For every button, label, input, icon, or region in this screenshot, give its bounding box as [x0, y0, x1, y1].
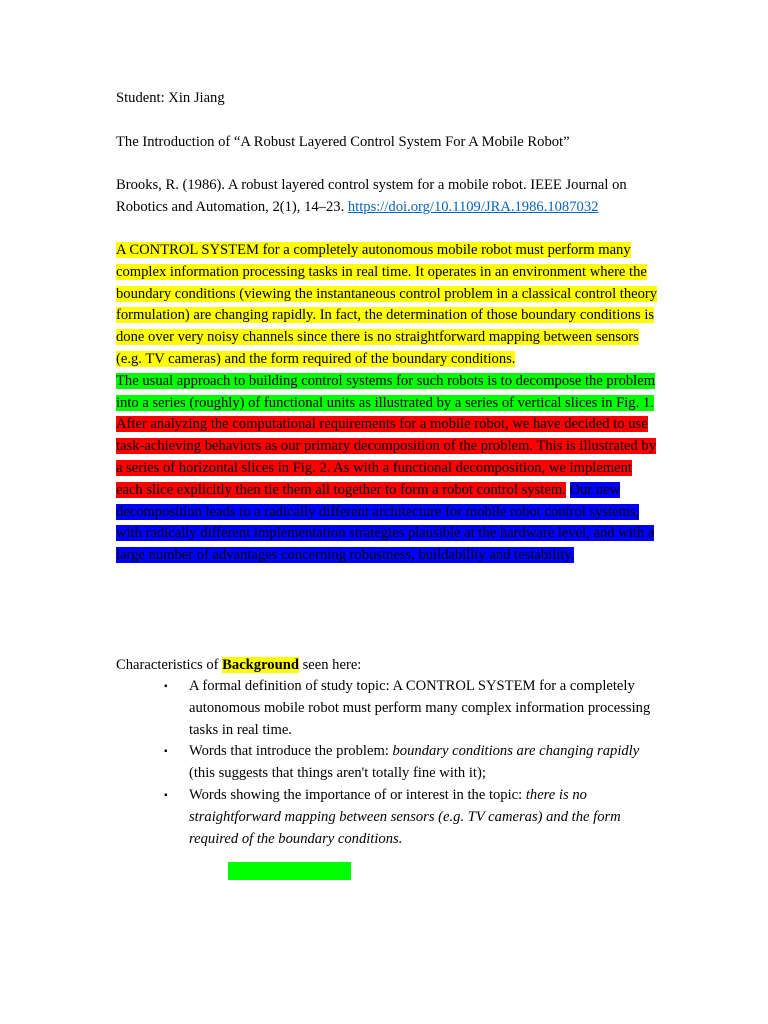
intro-title: The Introduction of “A Robust Layered Control System For A Mobile Robot”: [116, 134, 570, 150]
square-bullet-icon: ▪: [164, 789, 168, 801]
bullet-item-definition: [164, 676, 664, 741]
background-keyword: Background: [222, 657, 299, 673]
square-bullet-icon: ▪: [164, 681, 168, 692]
citation: [116, 175, 661, 219]
citation-text: Brooks, R. (1986). A robust layered control system for a mobile robot. IEEE Journal on Robotics and Automation, 2(1), 14–23.: [116, 177, 627, 215]
bullet-text: A formal definition of study topic: A CONTROL SYSTEM for a completely autonomous mobile robot must perform many complex information processing tasks in real time.: [189, 678, 651, 738]
yellow-highlight-text: A CONTROL SYSTEM for a completely autonomous mobile robot must perform many complex information processing tasks in real time. It operates in an environment where the boundary conditions (viewing the instantaneous control problem in a classical control theory formulation) are changing rapidly. In fact, the determination of those boundary conditions is done over very noisy channels since there is no straightforward mapping between sensors (e.g. TV cameras) and the form required of the boundary conditions.: [116, 242, 658, 367]
characteristics-suffix: seen here:: [298, 657, 362, 673]
bullet-item-problem: [164, 741, 664, 785]
characteristics-heading: [116, 655, 661, 677]
square-bullet-icon: ▪: [164, 746, 168, 758]
green-highlight-bar: [228, 862, 351, 880]
characteristics-prefix: Characteristics of: [116, 657, 223, 673]
red-highlight-text: After analyzing the computational requirements for a mobile robot, we have decided to use task-achieving behaviors as our primary decomposition of the problem. This is illustrated by a series of horizontal slices in Fig. 2. As with a functional decomposition, we implement each slice explicitly then tie them all together to form a robot control system.: [116, 416, 656, 498]
bullet-item-importance: [164, 785, 664, 850]
green-highlight-text: The usual approach to building control systems for such robots is to decompose the problem into a series (roughly) of functional units as illustrated by a series of vertical slices in Fig. 1.: [116, 372, 656, 411]
bullet-text-italic: there is no straightforward mapping between sensors (e.g. TV cameras) and the form required of the boundary conditions.: [189, 786, 621, 847]
bullet-text-suffix: (this suggests that things aren't totally fine with it);: [189, 765, 486, 782]
highlighted-paragraph: [116, 240, 661, 567]
bullet-list: [164, 676, 664, 850]
bullet-text-prefix: Words showing the importance of or interest in the topic:: [189, 786, 526, 803]
bullet-text-prefix: Words that introduce the problem:: [189, 743, 393, 760]
student-line: Student: Xin Jiang: [116, 90, 225, 106]
bullet-text-italic: boundary conditions are changing rapidly: [392, 743, 640, 760]
doi-link[interactable]: https://doi.org/10.1109/JRA.1986.1087032: [347, 198, 599, 215]
blue-highlight-text: Our new decomposition leads to a radically different architecture for mobile robot control systems, with radically different implementation strategies plausible at the hardware level, and with a large number of advantages concerning robustness, buildability and testability.: [116, 481, 655, 564]
